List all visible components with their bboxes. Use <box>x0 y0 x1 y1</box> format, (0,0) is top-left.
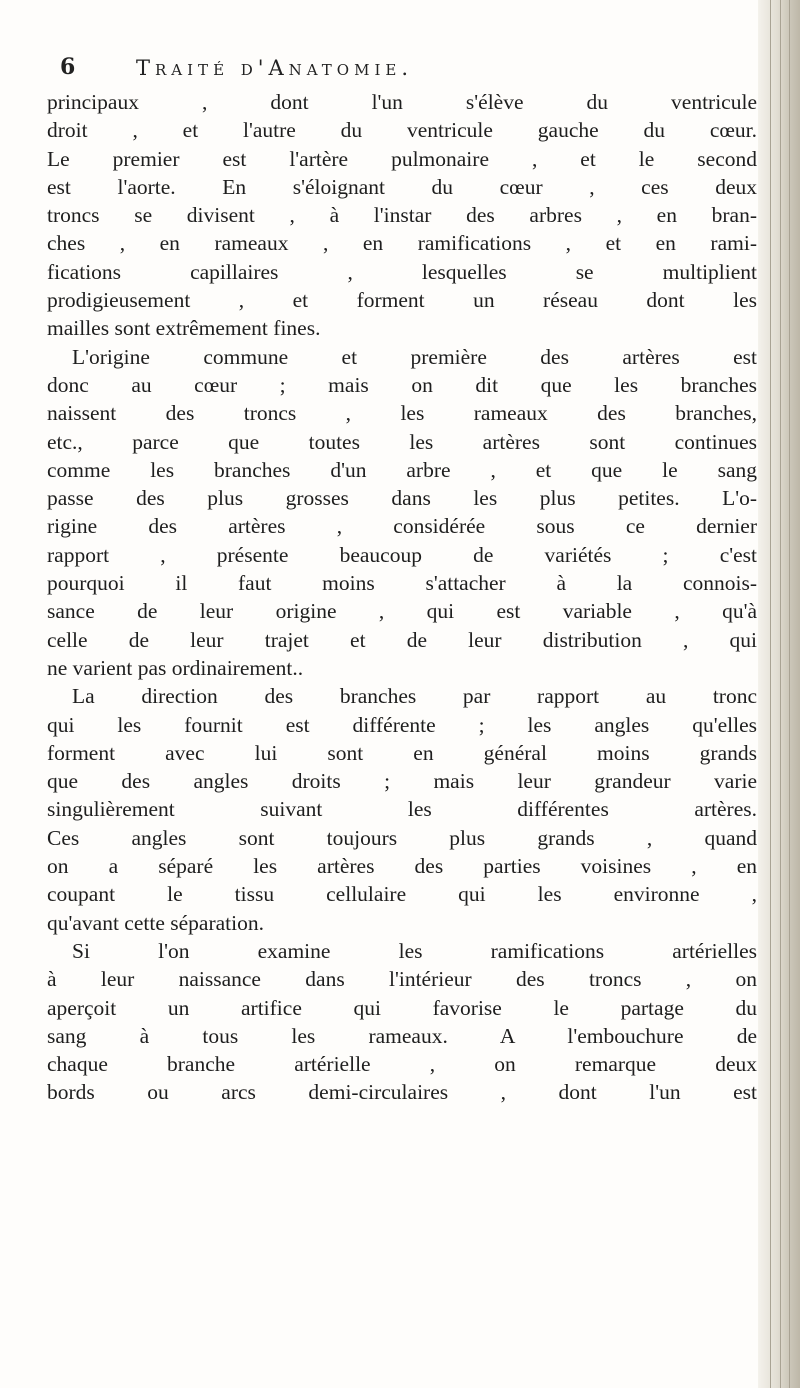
text-line: rapport , présente beaucoup de variétés ; c'est <box>47 542 757 567</box>
text-line: troncs se divisent , à l'instar des arbres , en bran- <box>47 203 757 228</box>
page-edge-line <box>770 0 771 1388</box>
page-header <box>60 54 760 88</box>
text-line: sance de leur origine , qui est variable , qu'à <box>47 599 757 624</box>
text-line: est l'aorte. En s'éloignant du cœur , ces deux <box>47 174 757 199</box>
page-edge-line <box>780 0 781 1388</box>
text-line: Ces angles sont toujours plus grands , quand <box>47 825 757 850</box>
text-line: pourquoi il faut moins s'attacher à la connois- <box>47 571 757 596</box>
text-line: on a séparé les artères des parties voisines , en <box>47 854 757 879</box>
text-line: que des angles droits ; mais leur grandeur varie <box>47 769 757 794</box>
page-edge-shadow <box>758 0 800 1388</box>
text-line: donc au cœur ; mais on dit que les branches <box>47 372 757 397</box>
text-line: principaux , dont l'un s'élève du ventricule <box>47 90 757 114</box>
text-line: qu'avant cette séparation. <box>47 910 264 935</box>
text-line: aperçoit un artifice qui favorise le partage du <box>47 995 757 1020</box>
text-line: coupant le tissu cellulaire qui les environne , <box>47 882 757 907</box>
text-line: Si l'on examine les ramifications artérielles <box>72 938 757 963</box>
text-line: La direction des branches par rapport au tronc <box>72 684 757 709</box>
text-line: prodigieusement , et forment un réseau dont les <box>47 288 757 313</box>
text-line: mailles sont extrêmement fines. <box>47 316 321 341</box>
text-line: rigine des artères , considérée sous ce dernier <box>47 514 757 539</box>
text-line: forment avec lui sont en général moins grands <box>47 740 757 765</box>
text-line: ne varient pas ordinairement.. <box>47 655 304 680</box>
text-line: bords ou arcs demi-circulaires , dont l'un est <box>47 1080 757 1105</box>
text-line: etc., parce que toutes les artères sont continues <box>47 429 757 454</box>
text-line: passe des plus grosses dans les plus petites. L'o- <box>47 486 757 511</box>
text-line: singulièrement suivant les différentes artères. <box>47 797 757 822</box>
text-line: ches , en rameaux , en ramifications , et en rami- <box>47 231 757 256</box>
page-number: 6 <box>60 54 76 80</box>
text-line: qui les fournit est différente ; les angles qu'elles <box>47 712 757 737</box>
page-edge-line <box>789 0 790 1388</box>
text-line: droit , et l'autre du ventricule gauche du cœur. <box>47 118 757 143</box>
text-line: celle de leur trajet et de leur distribution , qui <box>47 627 757 652</box>
text-line: Le premier est l'artère pulmonaire , et le second <box>47 146 757 171</box>
text-line: fications capillaires , lesquelles se multiplient <box>47 259 757 284</box>
running-title: Traité d'Anatomie. <box>136 56 414 80</box>
text-line: naissent des troncs , les rameaux des branches, <box>47 401 757 426</box>
text-line: à leur naissance dans l'intérieur des troncs , on <box>47 967 757 992</box>
body-text <box>47 88 757 1107</box>
text-line: chaque branche artérielle , on remarque deux <box>47 1052 757 1077</box>
text-line: sang à tous les rameaux. A l'embouchure de <box>47 1023 757 1048</box>
text-line: comme les branches d'un arbre , et que le sang <box>47 457 757 482</box>
text-line: L'origine commune et première des artères est <box>72 344 757 369</box>
